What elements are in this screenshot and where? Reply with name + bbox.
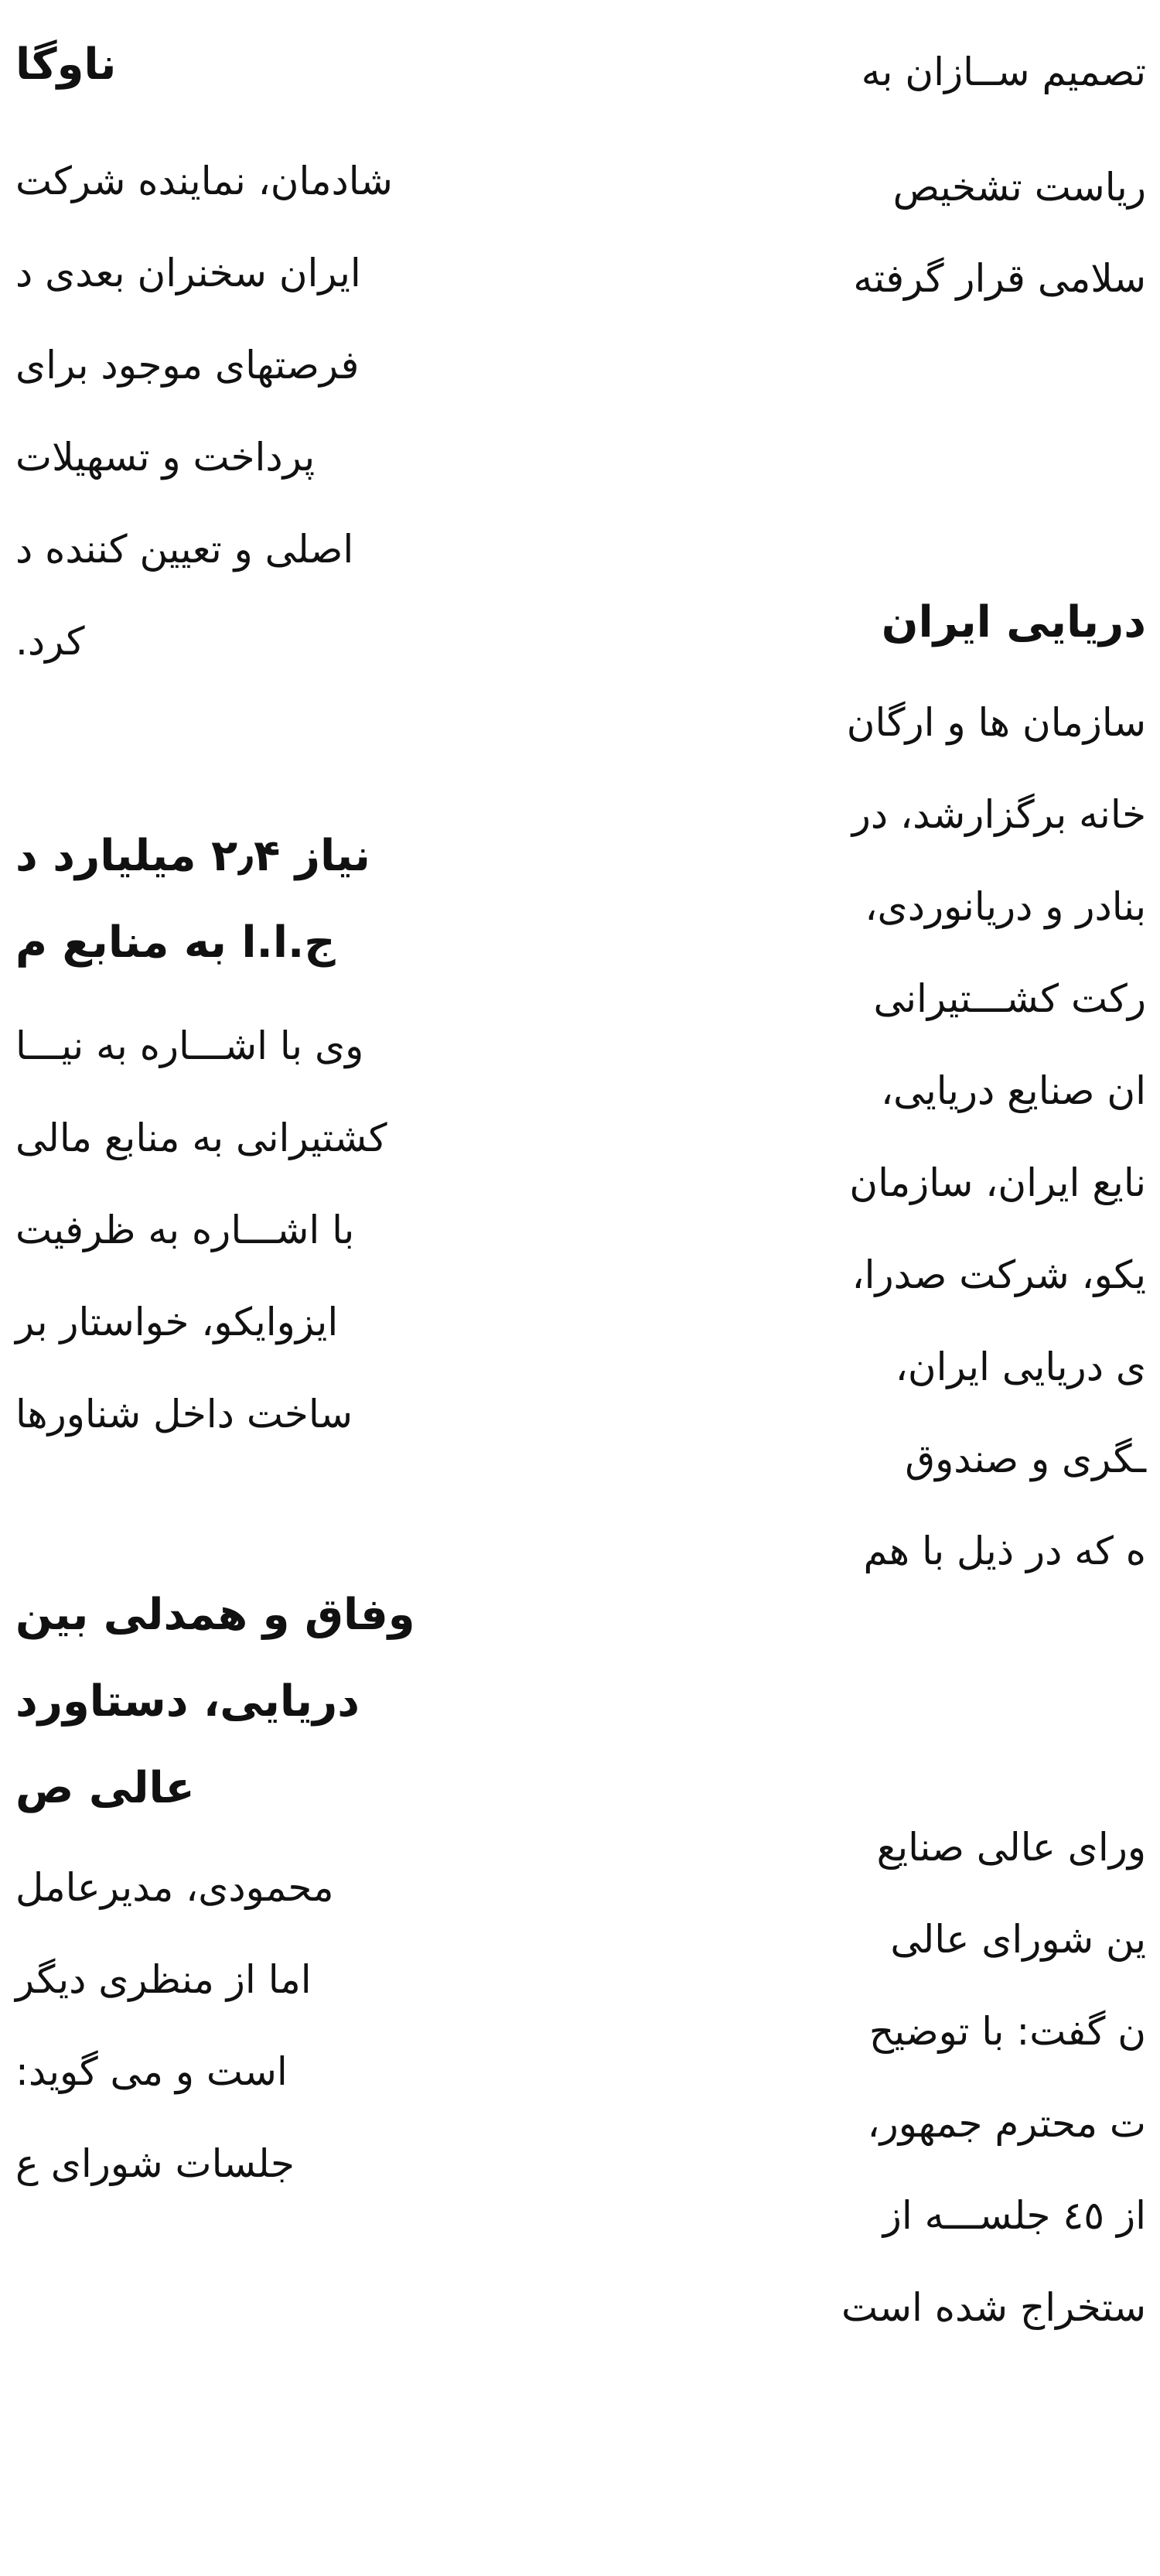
right-para2-line: خانه برگزارشد، در: [851, 792, 1146, 837]
left-para2-line: ایزوایکو، خواستار بر: [15, 1300, 339, 1344]
left-para3-line: است و می گوید:: [15, 2049, 288, 2094]
right-para2-line: ـگری و صندوق: [905, 1437, 1146, 1481]
left-para1-line: پرداخت و تسهیلات: [15, 435, 316, 480]
right-para3-line: ت محترم جمهور،: [867, 2101, 1146, 2146]
left-para1-line: اصلی و تعیین کننده د: [15, 527, 354, 572]
right-column: [634, 0, 1160, 2576]
left-para2-line: وی با اشـــاره به نیـــا: [15, 1023, 364, 1068]
left-para2-line: کشتیرانی به منابع مالی: [15, 1115, 387, 1160]
right-para2-line: ان صنایع دریایی،: [881, 1068, 1146, 1113]
left-para1-line: فرصتهای موجود برای: [15, 343, 360, 388]
left-para3-line: جلسات شورای ع: [15, 2141, 295, 2186]
right-para3-line: ین شورای عالی: [890, 1917, 1146, 1962]
right-para1-line: تصمیم ســازان به: [861, 50, 1146, 94]
left-para1-line: ایران سخنران بعدی د: [15, 251, 361, 296]
right-para2-line: یکو، شرکت صدرا،: [851, 1252, 1146, 1297]
left-para3-line: محمودی، مدیرعامل: [15, 1865, 334, 1910]
left-para2-line: با اشـــاره به ظرفیت: [15, 1208, 355, 1252]
left-top-heading: ناوگا: [15, 39, 117, 90]
right-para2-line: سازمان ها و ارگان: [846, 700, 1146, 745]
right-para3-line: ورای عالی صنایع: [876, 1825, 1146, 1870]
right-heading1: دریایی ایران: [881, 597, 1146, 647]
right-para3-line: ستخراج شده است: [841, 2285, 1146, 2330]
right-para2-line: بنادر و دریانوردی،: [865, 884, 1146, 929]
left-para3-line: اما از منظری دیگر: [15, 1957, 312, 2002]
left-heading3-line: دریایی، دستاورد: [15, 1676, 360, 1727]
left-heading3-line: وفاق و همدلی بین: [15, 1590, 415, 1640]
left-para1-line: شادمان، نماینده شرکت: [15, 159, 393, 203]
right-para3-line: ن گفت: با توضیح: [868, 2009, 1146, 2054]
left-heading2-line: ج.ا.ا به منابع م: [15, 917, 336, 968]
left-heading3-line: عالی ص: [15, 1763, 195, 1813]
right-para2-line: نایع ایران، سازمان: [849, 1160, 1146, 1205]
right-para3-line: از ٤٥ جلســـه از: [882, 2193, 1146, 2238]
left-heading2-line: نیاز ۲٫۴ میلیارد د: [15, 831, 370, 881]
right-para2-line: ه که در ذیل با هم: [863, 1529, 1146, 1573]
right-para2-line: ی دریایی ایران،: [895, 1344, 1146, 1389]
left-para1-line: کرد.: [15, 619, 85, 664]
left-para2-line: ساخت داخل شناورها: [15, 1392, 353, 1437]
right-para1-line: ریاست تشخیص: [892, 165, 1146, 210]
right-para1-line: سلامی قرار گرفته: [853, 256, 1146, 301]
right-para2-line: رکت کشـــتیرانی: [873, 976, 1146, 1021]
